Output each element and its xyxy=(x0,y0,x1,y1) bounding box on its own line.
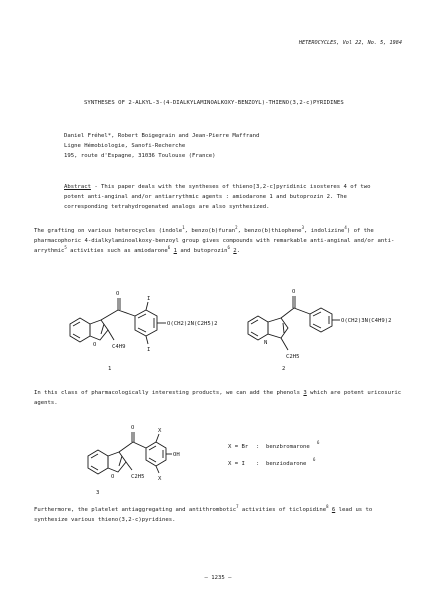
iodo-bottom: I xyxy=(147,347,151,353)
abstract-label: Abstract xyxy=(64,184,91,190)
ref-sup: 6 xyxy=(313,457,316,462)
ring-oxygen: O xyxy=(93,342,97,348)
legend-x-i: X = I xyxy=(228,461,245,467)
para1-text-a: The grafting on various heterocycles (indole xyxy=(34,228,183,234)
compound-label-3: 3 xyxy=(96,490,100,496)
para1-text-c: , benzo(b)thiophene xyxy=(237,228,302,234)
para1-text-f: activities such as amiodarone xyxy=(66,248,168,254)
para2-text-b: which are potent uricosuric agents. xyxy=(34,390,402,406)
para1-text-e: ) of the pharmacophoric 4-dialkylaminoalkoxy-benzoyl group gives compounds with remarkable anti-anginal and/or anti-arrythmic xyxy=(34,228,395,254)
legend-sep: : xyxy=(256,461,260,467)
abstract-text: - This paper deals with the syntheses of thieno[3,2-c]pyridinic isosteres 4 of two potent anti-anginal and/or antiarrythmic agents : amiodarone 1 and butoprozin 2. The corresponding tetrahydrogenated analogs are also synthesized. xyxy=(64,184,371,210)
hydroxyl-group: OH xyxy=(173,452,180,458)
period: . xyxy=(236,248,241,254)
ref-sup: 3 xyxy=(301,225,304,231)
ref-sup: 8 xyxy=(326,504,329,510)
abstract xyxy=(64,182,388,212)
legend-benzbromarone: benzbromarone xyxy=(266,444,310,450)
ring-nitrogen: N xyxy=(264,340,268,346)
compound-ref-6: 6 xyxy=(331,507,336,513)
affiliation-line-2: 195, route d'Espagne, 31036 Toulouse (France) xyxy=(64,153,216,159)
ref-sup: 4 xyxy=(344,225,347,231)
ref-sup: 5 xyxy=(64,245,67,251)
journal-header: HETEROCYCLES, Vol 22, No. 5, 1984 xyxy=(298,40,402,46)
para1-text-d: , indolizine xyxy=(303,228,345,234)
alkyl-group-1: C4H9 xyxy=(112,344,126,350)
affiliation-line-1: Ligne Hémobiologie, Sanofi-Recherche xyxy=(64,143,186,149)
furan-ring xyxy=(90,320,108,340)
compound-label-1: 1 xyxy=(108,366,112,372)
authors: Daniel Fréhel*, Robert Boigegrain and Jean-Pierre Maffrand xyxy=(64,133,260,139)
ref-sup: 2 xyxy=(235,225,238,231)
benzene-ring xyxy=(70,318,90,342)
ring-oxygen: O xyxy=(111,474,115,480)
para3-text-d: lead us to synthesize various thieno(3,2-c)pyridines. xyxy=(34,507,373,523)
legend-benziodarone: benziodarone xyxy=(266,461,307,467)
iodo-top: I xyxy=(147,296,151,302)
para1-text-h: and butoprozin xyxy=(176,248,228,254)
legend-x-br: X = Br xyxy=(228,444,249,450)
carbonyl-o: O xyxy=(292,289,296,295)
compound-ref-2: 2 xyxy=(233,248,237,254)
substituent-x-bottom: X xyxy=(158,476,162,482)
carbonyl-o: O xyxy=(116,291,120,297)
para3-text-a: Furthermore, the platelet antiaggregating and antithrombotic xyxy=(34,507,237,513)
para2-text-a: In this class of pharmacologically interesting products, we can add the phenols xyxy=(34,390,304,396)
compound-label-2: 2 xyxy=(282,366,286,372)
alkyl-group-3: C2H5 xyxy=(131,474,145,480)
side-chain-1: O(CH2)2N(C2H5)2 xyxy=(167,321,218,327)
pyrrole-ring xyxy=(268,318,288,338)
ticlopidine-paragraph xyxy=(34,505,408,525)
alkyl-group-2: C2H5 xyxy=(286,354,300,360)
compound-ref-1: 1 xyxy=(173,248,177,254)
intro-paragraph xyxy=(34,226,408,256)
compound-ref-3: 3 xyxy=(303,390,307,396)
page-number: — 1235 — xyxy=(204,575,232,581)
para1-text-b: , benzo(b)furan xyxy=(184,228,236,234)
benzene-ring xyxy=(88,450,108,474)
ref-sup: 6 xyxy=(227,245,230,251)
phenols-paragraph xyxy=(34,388,408,408)
ref-sup: 6 xyxy=(317,440,320,445)
para3-text-b: activities of ticlopidine xyxy=(238,507,327,513)
pyridine-ring xyxy=(248,316,268,340)
side-chain-2: O(CH2)3N(C4H9)2 xyxy=(341,318,392,324)
ref-sup: 6 xyxy=(167,245,171,251)
furan-ring xyxy=(108,452,126,472)
paper-title: SYNTHESES OF 2-ALKYL-3-(4-DIALKYLAMINOALKOXY-BENZOYL)-THIENO(3,2-c)PYRIDINES xyxy=(84,100,344,106)
ref-sup: 7 xyxy=(236,504,239,510)
structures-row-1 xyxy=(0,258,436,378)
structure-3 xyxy=(0,412,436,502)
carbonyl-o: O xyxy=(131,425,135,431)
ref-sup: 1 xyxy=(182,225,185,231)
substituent-x-top: X xyxy=(158,428,162,434)
legend-sep: : xyxy=(256,444,260,450)
